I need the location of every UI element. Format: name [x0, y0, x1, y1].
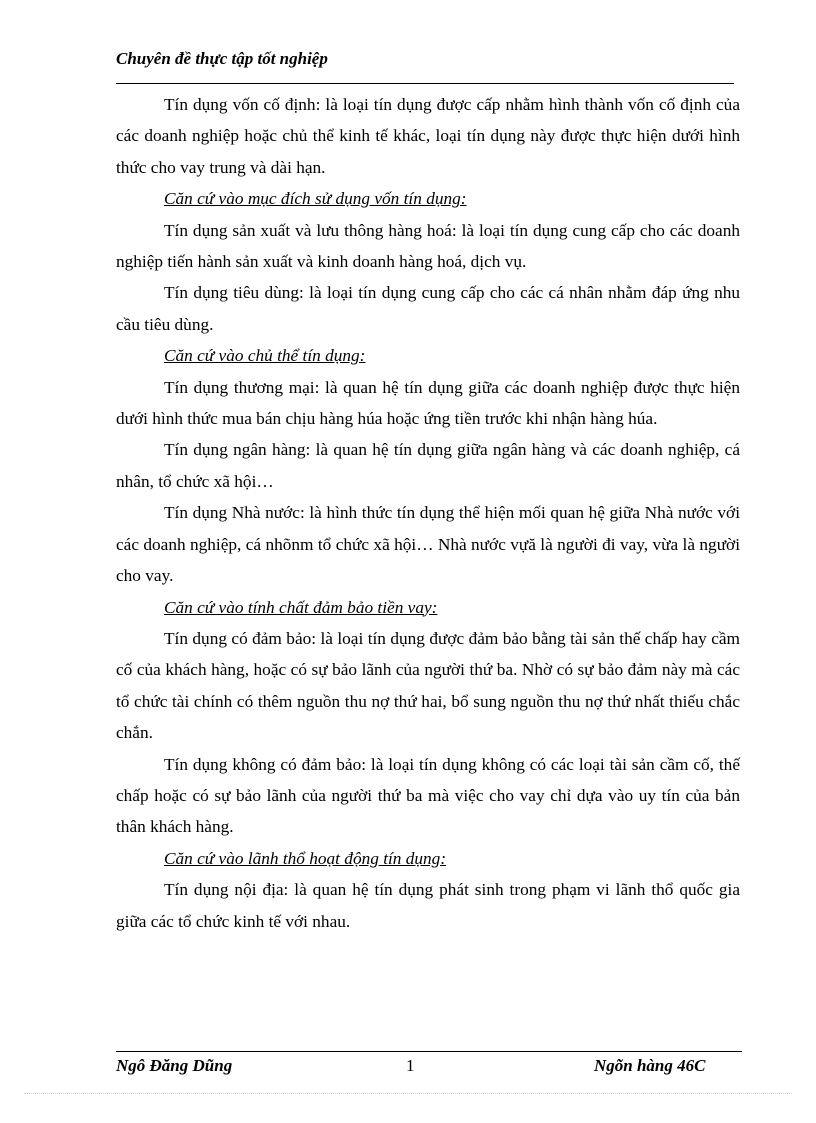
- footer-author: Ngô Đăng Dũng: [116, 1056, 233, 1075]
- paragraph-production-credit: Tín dụng sản xuất và lưu thông hàng hoá: là loại tín dụng cung cấp cho các doanh nghiệp tiến hành sản xuất và kinh doanh hàng hoá, dịch vụ.: [116, 220, 740, 272]
- paragraph-unsecured-credit: Tín dụng không có đảm bảo: là loại tín dụng không có các loại tài sản cầm cố, thế chấp hoặc có sự bảo lãnh của người thứ ba mà việc cho vay chỉ dựa vào uy tín của bản thân khách hàng.: [116, 754, 740, 837]
- paragraph-secured-credit: Tín dụng có đảm bảo: là loại tín dụng được đảm bảo bằng tài sản thế chấp hay cầm cố của khách hàng, hoặc có sự bảo lãnh của người thứ ba. Nhờ có sự bảo đảm này mà các tổ chức tài chính có thêm nguồn thu nợ thứ hai, bổ sung nguồn thu nợ thứ nhất thiếu chắc chắn.: [116, 628, 740, 743]
- paragraph-state-credit: Tín dụng Nhà nước: là hình thức tín dụng thể hiện mối quan hệ giữa Nhà nước với các doanh nghiệp, cá nhõnm tổ chức xã hội… Nhà nước vựă là người đi vay, vừa là người cho vay.: [116, 503, 740, 586]
- footer-page-number: 1: [406, 1056, 415, 1075]
- header-title: Chuyên đề thực tập tốt nghiệp: [116, 49, 328, 68]
- subheading-collateral: Căn cứ vào tính chất đảm bảo tiền vay:: [164, 597, 438, 617]
- paragraph-commercial-credit: Tín dụng thương mại: là quan hệ tín dụng giữa các doanh nghiệp được thực hiện dưới hình thức mua bán chịu hàng húa hoặc ứng tiền trước khi nhận hàng húa.: [116, 377, 740, 429]
- paragraph-consumer-credit: Tín dụng tiêu dùng: là loại tín dụng cung cấp cho các cá nhân nhằm đáp ứng nhu cầu tiêu dùng.: [116, 283, 740, 334]
- subheading-subject: Căn cứ vào chủ thể tín dụng:: [164, 346, 366, 366]
- paragraph-fixed-capital-credit: Tín dụng vốn cố định: là loại tín dụng được cấp nhằm hình thành vốn cố định của các doanh nghiệp hoặc chủ thể kinh tế khác, loại tín dụng này được thực hiện dưới hình thức cho vay trung và dài hạn.: [116, 95, 740, 177]
- page-header: [116, 49, 734, 84]
- subheading-purpose: Căn cứ vào mục đích sử dụng vốn tín dụng:: [164, 189, 467, 209]
- page-footer: [116, 1051, 742, 1082]
- page-bottom-divider: [24, 1093, 792, 1094]
- paragraph-bank-credit: Tín dụng ngân hàng: là quan hệ tín dụng giữa ngân hàng và các doanh nghiệp, cá nhân, tổ chức xã hội…: [116, 440, 740, 491]
- paragraph-domestic-credit: Tín dụng nội địa: là quan hệ tín dụng phát sinh trong phạm vi lãnh thổ quốc gia giữa các tổ chức kinh tế với nhau.: [116, 880, 740, 931]
- subheading-territory: Căn cứ vào lãnh thổ hoạt động tín dụng:: [164, 848, 447, 868]
- footer-class-label: Ngõn hàng 46C: [594, 1056, 706, 1075]
- document-body: [116, 89, 740, 937]
